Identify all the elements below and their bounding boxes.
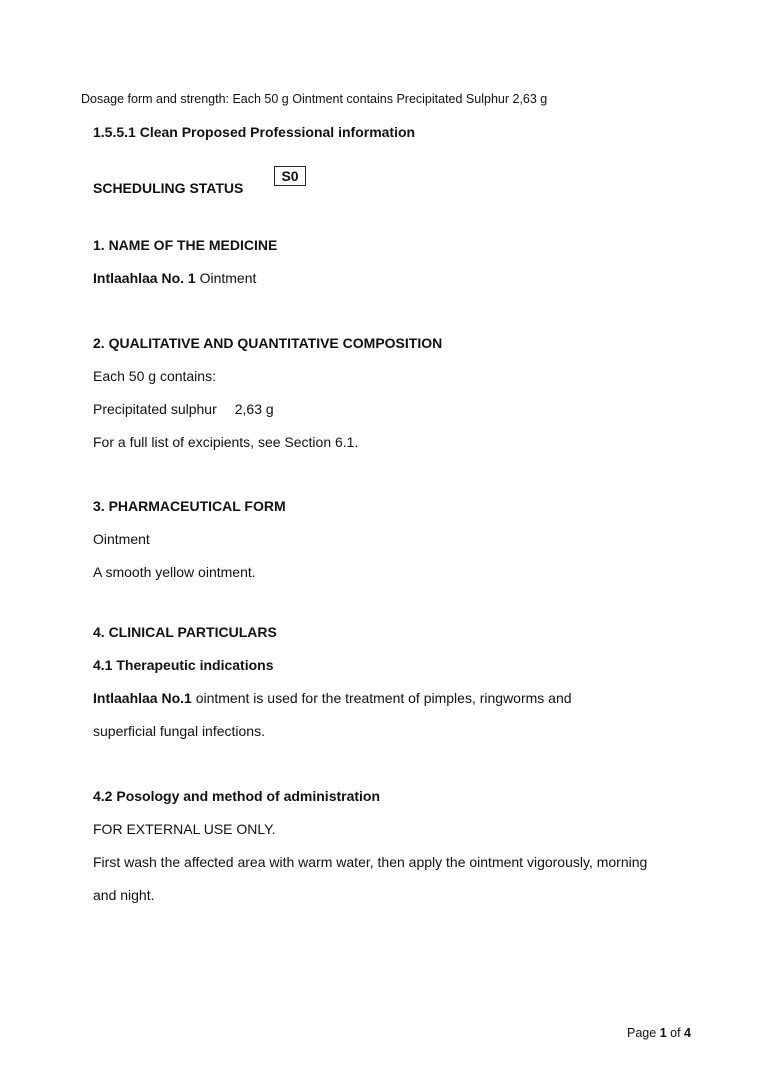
- medicine-name: [93, 269, 256, 287]
- excipients-note: For a full list of excipients, see Section 6.1.: [93, 434, 359, 450]
- ingredient-amount: 2,63 g: [234, 401, 274, 417]
- scheduling-status-label: SCHEDULING STATUS: [93, 180, 244, 196]
- section-3-heading: 3. PHARMACEUTICAL FORM: [93, 498, 286, 514]
- page-word: Page: [627, 1026, 657, 1040]
- external-use-warning: FOR EXTERNAL USE ONLY.: [93, 821, 276, 837]
- section-2-heading: 2. QUALITATIVE AND QUANTITATIVE COMPOSITION: [93, 335, 443, 351]
- section-4-2-heading: 4.2 Posology and method of administration: [93, 788, 381, 804]
- indications-text: ointment is used for the treatment of pimples, ringworms and: [191, 690, 572, 706]
- indications-line-2: superficial fungal infections.: [93, 723, 265, 739]
- composition-ingredient-row: [93, 400, 274, 418]
- of-word: of: [670, 1026, 681, 1040]
- scheduling-status-badge: S0: [274, 166, 306, 186]
- page-number: [627, 1025, 691, 1041]
- indications-line-1: [93, 689, 572, 707]
- administration-line-2: and night.: [93, 887, 155, 903]
- dosage-form-line: Dosage form and strength: Each 50 g Ointment contains Precipitated Sulphur 2,63 g: [81, 92, 548, 106]
- section-4-heading: 4. CLINICAL PARTICULARS: [93, 624, 277, 640]
- current-page: 1: [659, 1026, 667, 1040]
- total-pages: 4: [684, 1026, 691, 1040]
- medicine-name-bold: Intlaahlaa No. 1: [93, 270, 196, 286]
- form-name: Ointment: [93, 531, 150, 547]
- ingredient-name: Precipitated sulphur: [93, 401, 217, 417]
- medicine-name-rest: Ointment: [195, 270, 257, 286]
- composition-intro: Each 50 g contains:: [93, 368, 216, 384]
- indications-product-name: Intlaahlaa No.1: [93, 690, 192, 706]
- form-description: A smooth yellow ointment.: [93, 564, 256, 580]
- document-heading: 1.5.5.1 Clean Proposed Professional information: [93, 124, 416, 140]
- section-4-1-heading: 4.1 Therapeutic indications: [93, 657, 274, 673]
- administration-line-1: First wash the affected area with warm water, then apply the ointment vigorously, morning: [93, 854, 648, 870]
- section-1-heading: 1. NAME OF THE MEDICINE: [93, 237, 278, 253]
